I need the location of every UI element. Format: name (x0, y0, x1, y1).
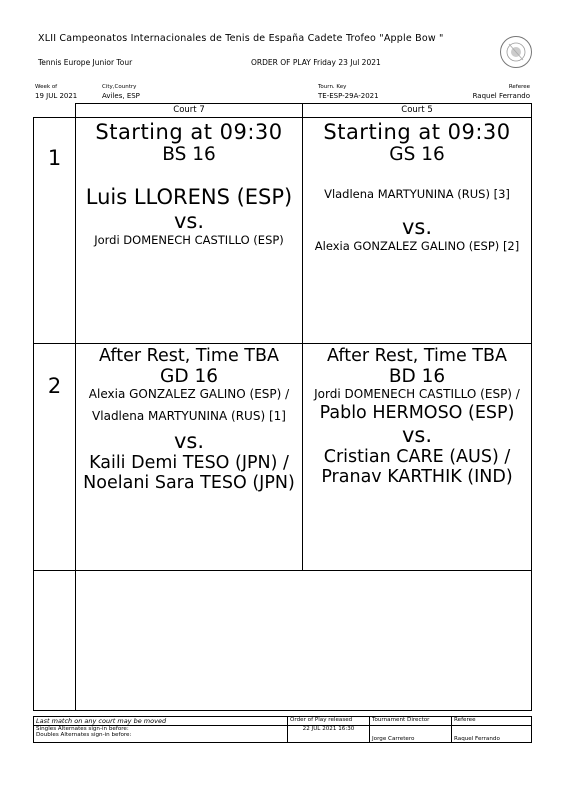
player-name: Alexia GONZALEZ GALINO (ESP) [2] (314, 239, 520, 253)
team-player: Jordi DOMENECH CASTILLO (ESP) / (314, 387, 520, 401)
footer-table (33, 716, 532, 743)
player-name: Jordi DOMENECH CASTILLO (ESP) (94, 233, 284, 247)
match-cell (303, 344, 532, 571)
row-number: 1 (34, 118, 76, 344)
referee-label: Referee (508, 84, 530, 90)
doubles-alternates: Doubles Alternates sign-in before: (36, 732, 132, 738)
tourn-key-label: Tourn. Key (318, 84, 347, 90)
court-header: Court 7 (76, 104, 303, 118)
order-of-play-date: ORDER OF PLAY Friday 23 Jul 2021 (251, 58, 381, 67)
player-name: Luis LLORENS (ESP) (85, 185, 293, 209)
player-name: Vladlena MARTYUNINA (RUS) [3] (324, 187, 510, 201)
team-player: Alexia GONZALEZ GALINO (ESP) / (88, 387, 290, 401)
versus-label: vs. (401, 215, 433, 239)
footer-referee-value: Raquel Ferrando (452, 726, 532, 743)
match-event: BS 16 (162, 144, 216, 165)
match-time: After Rest, Time TBA (327, 346, 507, 366)
versus-label: vs. (401, 423, 433, 447)
match-event: GD 16 (159, 366, 218, 387)
match-event: BD 16 (388, 366, 446, 387)
empty-row-number (34, 571, 76, 711)
released-label: Order of Play released (288, 717, 370, 726)
team-player: Cristian CARE (AUS) / (323, 447, 511, 467)
empty-row (76, 571, 532, 711)
released-value: 22 JUL 2021 16:30 (288, 726, 370, 743)
footer-referee-label: Referee (452, 717, 532, 726)
last-match-note: Last match on any court may be moved (34, 717, 288, 726)
match-time: Starting at 09:30 (323, 120, 511, 144)
order-of-play-grid (33, 103, 532, 711)
city-label: City,Country (102, 84, 137, 90)
versus-label: vs. (173, 209, 205, 233)
team-player: Pranav KARTHIK (IND) (321, 467, 513, 487)
tour-name: Tennis Europe Junior Tour (38, 58, 133, 67)
match-cell (76, 118, 303, 344)
court-header: Court 5 (303, 104, 532, 118)
match-event: GS 16 (389, 144, 445, 165)
tourn-key-value: TE-ESP-29A-2021 (318, 92, 379, 100)
director-value: Jorge Carretero (370, 726, 452, 743)
referee-value: Raquel Ferrando (472, 92, 530, 100)
tennis-europe-logo (499, 35, 533, 69)
match-time: Starting at 09:30 (95, 120, 283, 144)
match-cell (76, 344, 303, 571)
tournament-title: XLII Campeonatos Internacionales de Tenis de España Cadete Trofeo "Apple Bow " (38, 33, 444, 44)
week-value: 19 JUL 2021 (35, 92, 78, 100)
match-cell (303, 118, 532, 344)
grid-corner (34, 104, 76, 118)
director-label: Tournament Director (370, 717, 452, 726)
team-player: Pablo HERMOSO (ESP) (319, 403, 515, 423)
team-player: Kaili Demi TESO (JPN) / (89, 453, 289, 473)
week-label: Week of (35, 84, 58, 90)
city-value: Aviles, ESP (102, 92, 140, 100)
versus-label: vs. (173, 429, 205, 453)
match-time: After Rest, Time TBA (99, 346, 279, 366)
singles-alternates: Singles Alternates sign-in before: (36, 726, 129, 732)
alternates-cell (34, 726, 288, 743)
team-player: Vladlena MARTYUNINA (RUS) [1] (92, 409, 286, 423)
row-number: 2 (34, 344, 76, 571)
team-player: Noelani Sara TESO (JPN) (83, 473, 295, 493)
